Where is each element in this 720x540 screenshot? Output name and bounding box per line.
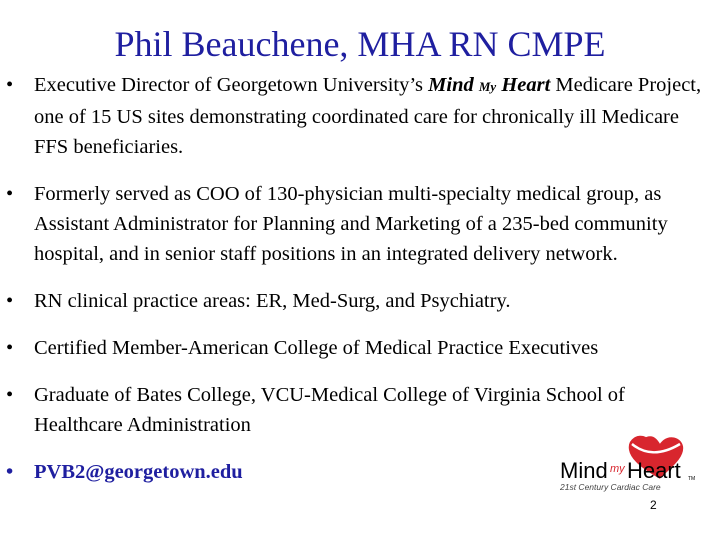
- bullet-text: Formerly served as COO of 130-physician multi-specialty medical group, as Assistant Administrator for Planning and Marketing of a 235-bed community hospital, and in senior staff positions in an integrated delivery network.: [34, 183, 668, 265]
- bullet-item-experience: [6, 179, 706, 269]
- bullet-text: Certified Member-American College of Medical Practice Executives: [34, 337, 599, 359]
- logo-word-my: my: [610, 463, 625, 475]
- logo-tm: TM: [688, 476, 696, 482]
- project-name-mind: Mind: [428, 74, 479, 96]
- bullet-marker: •: [6, 74, 14, 96]
- bullet-marker: •: [6, 183, 14, 205]
- bullet-marker: •: [6, 337, 14, 359]
- project-name-heart: Heart: [496, 74, 551, 96]
- bullet-marker: •: [6, 290, 14, 312]
- bullet-marker: •: [6, 461, 14, 483]
- page-number: 2: [650, 498, 657, 512]
- project-name-my: My: [478, 79, 497, 94]
- bullet-text-prefix: Executive Director of Georgetown University’s: [34, 74, 429, 96]
- logo-tagline: 21st Century Cardiac Care: [560, 482, 661, 492]
- bullet-marker: •: [6, 384, 14, 406]
- bullet-item-clinical: [6, 286, 706, 316]
- bullet-text: RN clinical practice areas: ER, Med-Surg, and Psychiatry.: [34, 290, 511, 312]
- bullet-list: [6, 70, 706, 487]
- bullet-item-education: [6, 380, 706, 440]
- bullet-item-role: [6, 70, 706, 162]
- logo-word-mind: Mind: [560, 458, 608, 483]
- mind-my-heart-logo: [548, 434, 708, 506]
- slide-title: Phil Beauchene, MHA RN CMPE: [114, 24, 606, 64]
- email-link[interactable]: PVB2@georgetown.edu: [34, 461, 243, 483]
- bullet-text-suffix: Medicare Project, one of 15 US sites demonstrating coordinated care for chronically ill Medicare FFS beneficiaries.: [34, 74, 702, 158]
- logo-word-heart: Heart: [627, 458, 681, 483]
- bullet-item-certification: [6, 333, 706, 363]
- bullet-text: Graduate of Bates College, VCU-Medical College of Virginia School of Healthcare Administration: [34, 384, 625, 436]
